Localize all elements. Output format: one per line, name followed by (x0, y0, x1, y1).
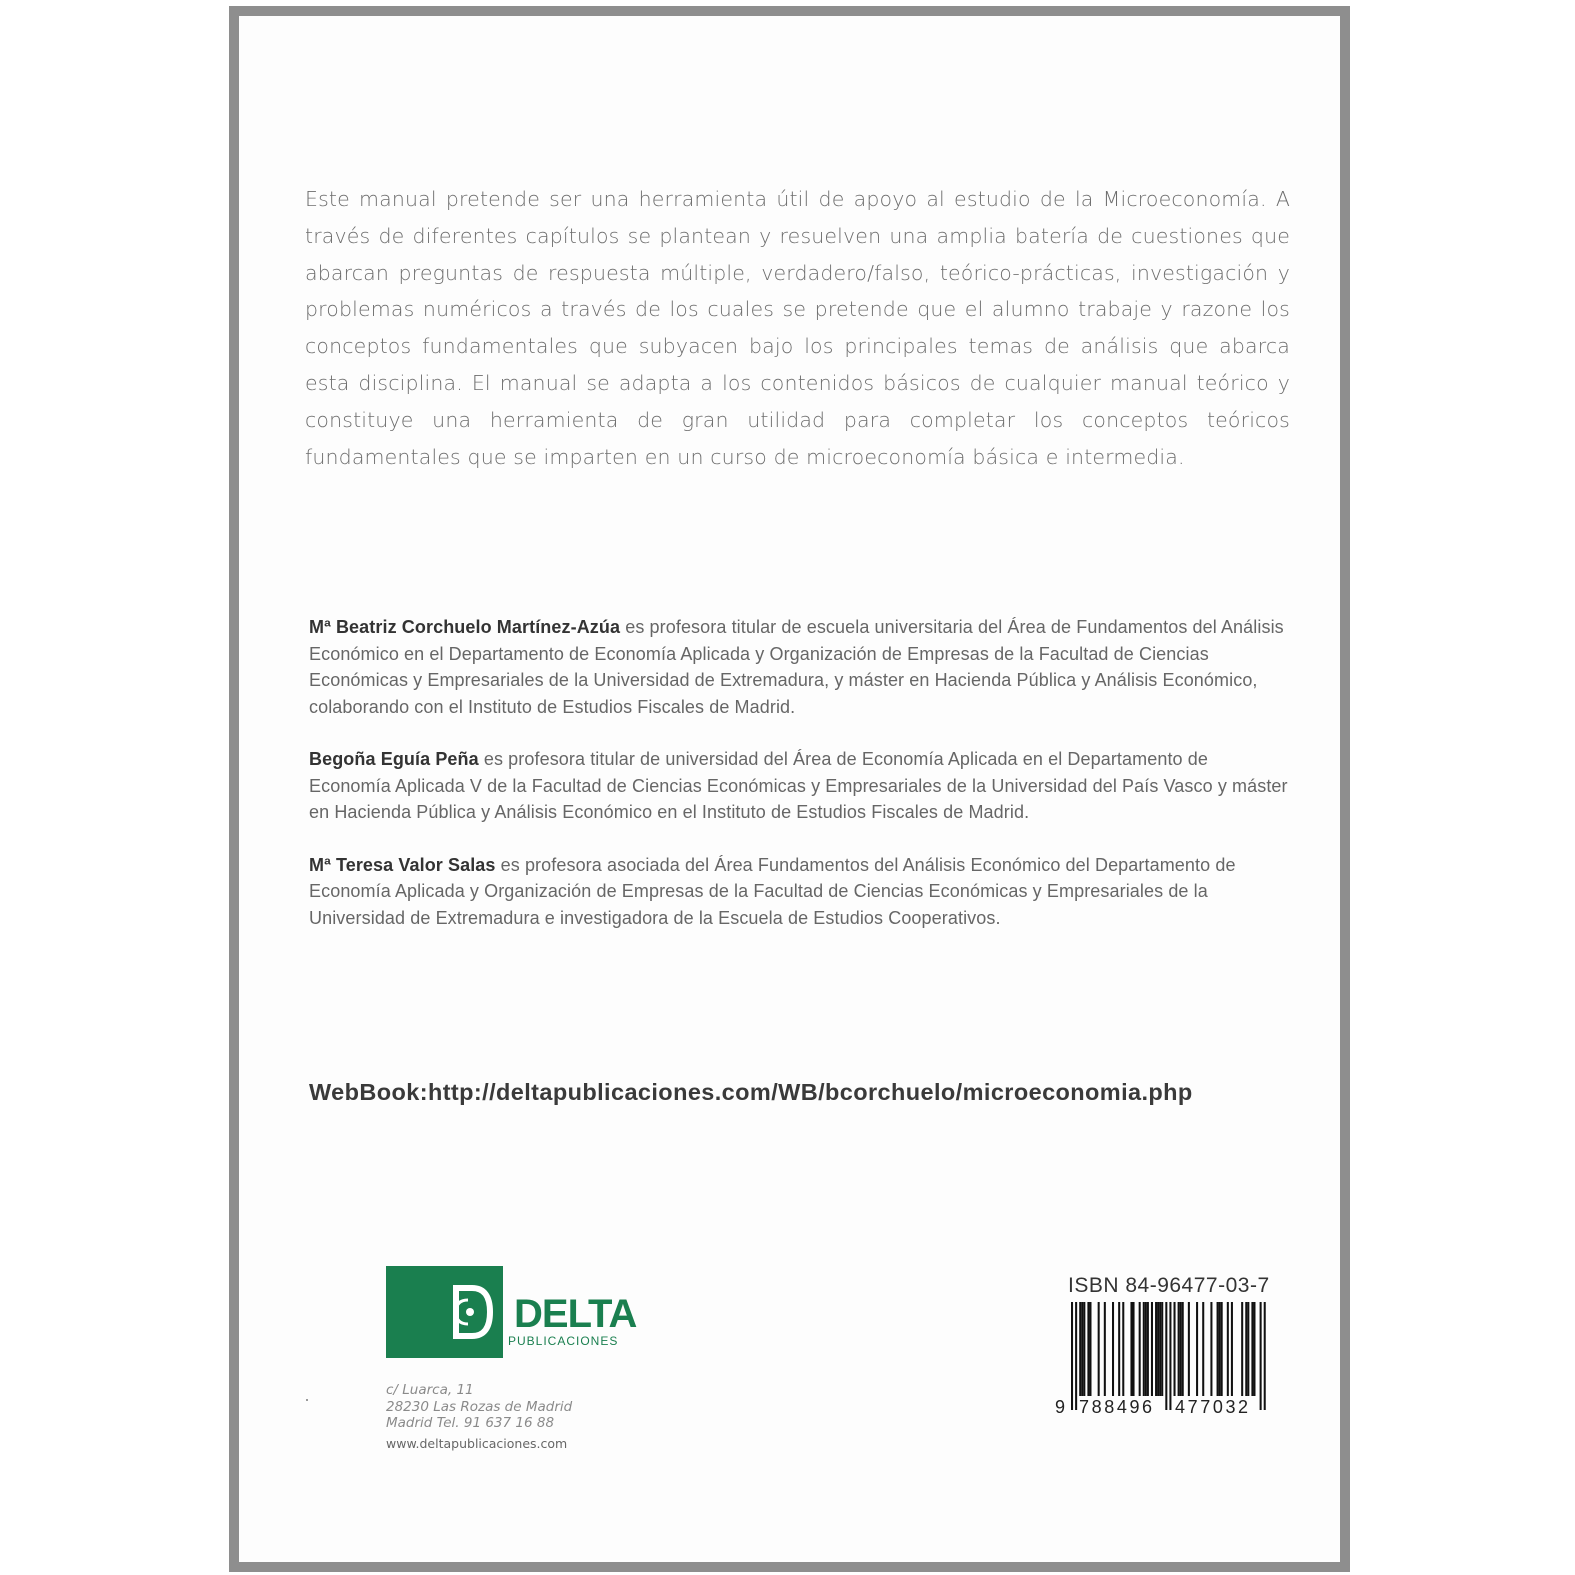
author-bio (309, 614, 1289, 720)
barcode-bar (1075, 1302, 1077, 1410)
barcode-bar (1087, 1302, 1089, 1396)
barcode-bar (1217, 1302, 1219, 1396)
barcode-left-digits: 788496 (1079, 1397, 1155, 1414)
publisher-address (386, 1382, 572, 1432)
barcode-bar (1231, 1302, 1233, 1396)
barcode-bar (1260, 1302, 1262, 1410)
barcode-bar (1227, 1302, 1229, 1396)
address-line: Madrid Tel. 91 637 16 88 (386, 1415, 555, 1431)
barcode-bar (1264, 1302, 1266, 1410)
publisher-name: DELTA (514, 1292, 637, 1336)
publisher-website[interactable]: www.deltapublicaciones.com (386, 1436, 568, 1451)
barcode-bar (1247, 1302, 1249, 1396)
barcode-bar (1210, 1302, 1212, 1396)
barcode-bar (1147, 1302, 1149, 1396)
barcode-bar (1182, 1302, 1184, 1396)
barcode-bar (1202, 1302, 1204, 1396)
publisher-logo (386, 1266, 646, 1358)
barcode-bar (1188, 1302, 1190, 1396)
address-line: c/ Luarca, 11 (386, 1382, 474, 1398)
author-name: Mª Beatriz Corchuelo Martínez-Azúa (309, 617, 621, 637)
author-name: Begoña Eguía Peña (309, 749, 479, 769)
barcode-bar (1251, 1302, 1253, 1396)
author-bios (309, 614, 1289, 957)
barcode-bar (1157, 1302, 1159, 1396)
barcode-bar (1169, 1302, 1171, 1410)
barcode-bar (1151, 1302, 1153, 1396)
barcode-bar (1089, 1302, 1091, 1396)
barcode-bar (1130, 1302, 1132, 1396)
back-cover (229, 6, 1350, 1572)
barcode-bar (1253, 1302, 1255, 1396)
barcode-first-digit: 9 (1055, 1397, 1066, 1414)
barcode-bar (1174, 1302, 1176, 1396)
author-description: es profesora asociada del Área Fundamentos del Análisis Económico del Departamento de Economía Aplicada y Organización de Empresas de la Facultad de Ciencias Económicas y Empresariales de la Universidad de Extremadura e investigadora de la Escuela de Estudios Cooperativos. (309, 854, 1236, 928)
barcode-bar (1219, 1302, 1221, 1396)
barcode-bar (1118, 1302, 1120, 1396)
barcode-bar (1178, 1302, 1180, 1396)
decorative-dot (306, 1399, 308, 1401)
webbook-link[interactable]: WebBook:http://deltapublicaciones.com/WB/bcorchuelo/microeconomia.php (309, 1079, 1193, 1105)
barcode-bar (1081, 1302, 1083, 1396)
author-bio (309, 746, 1289, 826)
delta-symbol-icon (386, 1266, 503, 1358)
barcode-bar (1133, 1302, 1135, 1396)
barcode-bar (1112, 1302, 1114, 1396)
barcode-bar (1143, 1302, 1145, 1396)
barcode-bar (1161, 1302, 1163, 1396)
barcode-right-digits: 477032 (1175, 1397, 1251, 1414)
barcode-bar (1098, 1302, 1100, 1396)
barcode-bar (1241, 1302, 1243, 1396)
barcode-bar (1180, 1302, 1182, 1396)
barcode-bar (1155, 1302, 1157, 1396)
barcode-bar (1083, 1302, 1085, 1396)
barcode-bar (1139, 1302, 1141, 1396)
barcode (1055, 1302, 1280, 1414)
barcode-bar (1159, 1302, 1161, 1396)
barcode-bar (1079, 1302, 1081, 1396)
author-bio (309, 852, 1289, 932)
author-description: es profesora titular de universidad del Área de Economía Aplicada en el Departamento de Economía Aplicada V de la Facultad de Ciencias Económicas y Empresariales de la Universidad del País Vasco y máster en Hacienda Pública y Análisis Económico en el Instituto de Estudios Fiscales de Madrid. (309, 749, 1288, 822)
author-description: es profesora titular de escuela universitaria del Área de Fundamentos del Análisis Económico en el Departamento de Economía Aplicada y Organización de Empresas de la Facultad de Ciencias Económicas y Empresariales de la Universidad de Extremadura, y máster en Hacienda Pública y Análisis Económico, colaborando con el Instituto de Estudios Fiscales de Madrid. (309, 617, 1284, 717)
barcode-bar (1221, 1302, 1223, 1396)
address-line: 28230 Las Rozas de Madrid (386, 1398, 573, 1415)
barcode-bar (1122, 1302, 1124, 1396)
publisher-subtitle: PUBLICACIONES (508, 1334, 619, 1348)
barcode-bar (1165, 1302, 1167, 1410)
logo-mark (386, 1266, 503, 1358)
barcode-bar (1104, 1302, 1106, 1396)
isbn-label: ISBN 84-96477-03-7 (1068, 1274, 1270, 1297)
barcode-bar (1196, 1302, 1198, 1396)
book-summary: Este manual pretende ser una herramienta útil de apoyo al estudio de la Microeconomía. A través de diferentes capítulos se plantean y resuelven una amplia batería de cuestiones que abarcan preguntas de respuesta múltiple, verdadero/falso, teórico-prácticas, investigación y problemas numéricos a través de los cuales se pretende que el alumno trabaje y razone los conceptos fundamentales que subyacen bajo los principales temas de análisis que abarca esta disciplina. El manual se adapta a los contenidos básicos de cualquier manual teórico y constituye una herramienta de gran utilidad para completar los conceptos teóricos fundamentales que se imparten en un curso de microeconomía básica e intermedia. (305, 187, 1290, 469)
barcode-bar (1245, 1302, 1247, 1396)
author-name: Mª Teresa Valor Salas (309, 854, 496, 875)
barcode-bar (1071, 1302, 1073, 1410)
barcode-bar (1145, 1302, 1147, 1396)
